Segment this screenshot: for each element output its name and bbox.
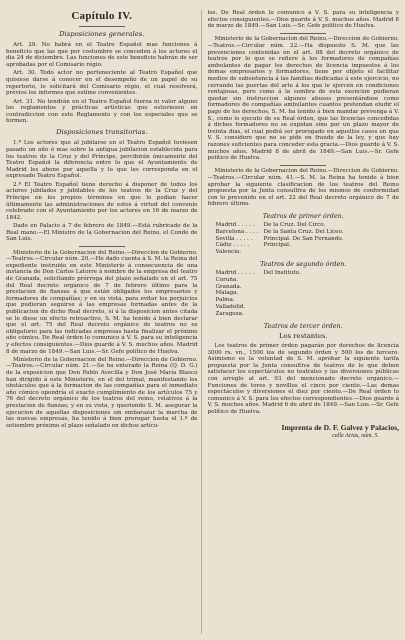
divider — [280, 33, 326, 34]
theatre-row: Barcelona . . . . De la Santa Cruz. Del Liceo. — [215, 228, 344, 235]
third-order-sub: Los restantes. — [278, 331, 328, 340]
theatre-row: Valencia. — [215, 249, 242, 256]
third-order-title: Teatros de tercer órden. — [263, 321, 343, 330]
left-column — [6, 10, 202, 634]
transitory-title: Disposiciones transitorias. — [56, 127, 148, 136]
circular-22: Ministerio de la Gobernacion del Reino.—Direccion de Gobierno.—Teatros.—Circular núm. 22.—Ha dispuesto S. M. que las prevenciones contenidas en el art. 88 del decreto orgánico de teatros por lo que se refiere á los formadores de compañías ambulantes de pagar los derechos de licencia impuestos á los demas empresarios y formadores, tiene por objeto el facilitar medios de subsistencia á las familias dedicadas á este ejercicio, no cerrando las puertas del arte á los que le ejercen en condiciones ventajosas, pero como á la sombra de esta exencion pudieran quedar sin instruccion algunos abusos presentándose como formadores de compañías ambulantes cuantos pretendan eludir el pago de los derechos, S. M. ha tenido á bien mandar prevenga á V. S., como lo ejecuto de su Real órden, que las licencias concedidas á dichos formadores no se expidan sino por un plazo mayor de treinta dias, el cual podrá ser prorogado en aquellos casos en que V. S. considere que no se pide en fraude de la ley, y que hay razones suficientes para conceder esta gracia.—Dios guarde á V. S. muchos años. Madrid 8 de abril de 1849.—San Luis.—Sr. Gefe político de Huelva. — [207, 36, 399, 162]
theatre-row: Madrid . . . . . Del Instituto. — [215, 269, 301, 276]
theatre-row: Sevilla . . . . . Principal. De San Fernando. — [215, 235, 344, 242]
circular-21-continuation: los. De Real órden lo comunico á V. S. para su inteligencia y efectos consiguientes.—Dios guarde á V. S. muchos años. Madrid 8 de marzo de 1849.—San Luis.—Sr. Gefe político de Huelva. — [207, 10, 399, 30]
article-31: Art. 31. No tendrán en el Teatro Español fuerza ni valor alguno los reglamentos y prácticas artísticas que estuviesen en contradiccion con este Reglamento y con los especiales que se formen. — [6, 98, 198, 125]
theatre-row: Palma. — [215, 297, 235, 304]
theatre-row: Madrid . . . . . De la Cruz. Del Circo. — [215, 222, 326, 228]
article-30: Art. 30. Todo actor no perteneciente al Teatro Español que quisiese darse á conocer en el desempeño de un papel de su repertorio, lo solicitará del Comisario régio, el cual resolverá, prévios los informes que estime convenientes. — [6, 70, 198, 97]
chapter-title: Capítulo IV. — [71, 10, 133, 22]
theatre-row: Málaga. — [215, 290, 239, 297]
first-order-list — [216, 222, 400, 256]
theatre-row: Zaragoza. — [215, 310, 244, 317]
imprint-address: calle Arias, núm. 5. — [332, 432, 379, 439]
imprint-name: Imprenta de D. F. Galvez y Palacios, — [281, 422, 399, 432]
second-order-title: Teatros de segundo órden. — [260, 259, 347, 268]
decree-signature: Dado en Palacio á 7 de febrero de 1849.—Está rubricado de la Real mano.—El Ministro de la Gobernacion del Reino, el Conde de San Luis. — [6, 223, 198, 243]
transitory-2: 2.ª El Teatro Español tiene derecho á disponer de todos los actores jubilados y jubilables de los teatros de la Cruz y del Príncipe en los propios términos en que lo podian hacer últimamente las administraciones de estos á virtud del convenio celebrado con el Ayuntamiento por los actores en 16 de marzo de 1842. — [6, 181, 198, 221]
article-29: Art. 29. No habrá en el Teatro Español mas funciones á beneficio que las que por costumbre se conceden á los actores el dia 24 de diciembre. Las funciones de este beneficio habrán de ser aprobadas por el Comisario régio. — [6, 42, 198, 68]
first-order-title: Teatros de primer órden. — [262, 212, 344, 220]
theatre-row: Coruña. — [215, 276, 239, 283]
second-order-list — [216, 270, 400, 318]
section-title: Disposiciones generales. — [59, 29, 145, 38]
divider — [280, 165, 326, 166]
right-column — [208, 10, 400, 634]
divider — [79, 26, 125, 27]
circular-21: Ministerio de la Gobernacion del Reino.—Direccion de Gobierno.—Teatros.—Circular núm. 21.—Se ha enterado la Reina (Q. D. G.) de la exposicion que Don Pablo Avecilla y Don José María Blasco han dirigido á este Ministerio, en el del trimal, manifestando los obstáculos que á la formacion de las compañías para el inmediato año cómico opondría el exacto cumplimiento de los artículos 75 y 76 del decreto orgánico de los teatros del reino, relativos á la prestacion de fianzas; y en su vista, y queriendo S. M. asegurar la ejecucion de aquellas disposiciones sin embarazar la marcha de las nuevas empresas, ha tenido á bien prorogar hasta el 1.º de setiembre próximo el plazo señalado en dichos artícu- — [6, 356, 198, 429]
theatre-row: Valladolid. — [215, 303, 246, 310]
transitory-1: 1.ª Los actores que al jubilarse en el Teatro Español tuviesen pasado un año ó mas sobre la antigua jubilacion establecida para los teatros de la Cruz y del Príncipe, percibirán únicamente del Teatro Español la diferencia entre lo que el Ayuntamiento de Madrid les abone por aquella y lo que les corresponda en el expresado Teatro Español. — [6, 140, 198, 180]
divider — [79, 246, 125, 247]
closing-paragraph: Los teatros de primer órden pagarán por derechos de licencia 3000 rs. vn., 1500 los de segundo órden y 500 los de tercero. Asimismo es la voluntad de S. M. aprobar la siguiente tarifa propuesta por la Junta consultiva de teatros de lo que deben satisfacer los espectáculos no teatrales y las diversiones públicas con arreglo al art. 93 del mencionado decreto orgánico.—Funciones de toros y novillos el cinco por ciento.—Las demas espectáculos y diversiones el diez por ciento.—De Real órden lo comunico á V. S. para los efectos correspondientes.—Dios guarde á V. S. muchos años. Madrid 6 de abril de 1849.—San Luis.—Sr. Gefe político de Huelva. — [207, 343, 399, 415]
circular-41: Ministerio de la Gobernacion del Reino.—Direccion de Gobierno.—Teatros.—Circular núm. 41.—S. M. la Reina ha tenido á bien aprobar la siguiente clasificacion de los teatros del Reino propuesta por la Junta consultiva de los mismos de conformidad con lo prevenido en el art. 22 del Real decreto orgánico de 7 de febrero último. — [207, 168, 399, 208]
theatre-row: Granada. — [215, 283, 242, 290]
circular-20: Ministerio de la Gobernacion del Reino.—Direccion de Gobierno.—Teatros.—Circular núm. 20.—He dado cuenta á S. M. la Reina del expediente instruido en este Ministerio á consecuencia de una instancia de Don Cárlos Latorre á nombre de la empresa del teatro de Granada, solicitando prórroga del plazo señalado en el art. 75 del Real decreto orgánico de 7 de febrero último para la prestacion de fianzas á que están obligados los empresarios y formadores de compañías; y en su vista, para evitar los perjuicios que pudieran seguirse á las empresas formadas antes de la publicacion de dicho Real decreto, si á la disposicion antes citada se le diese un efecto retroactivo, S. M. ha tenido á bien declarar que el art. 75 del Real decreto orgánico de teatros no es obligatorio para las indicadas empresas hasta finalizar el próximo año cómico. De Real órden lo comunico á V. S. para su inteligencia y efectos consiguientes.—Dios guarde á V. S. muchos años. Madrid 8 de marzo de 1849.—San Luis.—Sr. Gefe político de Huelva. — [6, 249, 198, 355]
theatre-row: Cádiz . . . . . Principal. — [215, 242, 291, 249]
imprint — [208, 423, 400, 441]
